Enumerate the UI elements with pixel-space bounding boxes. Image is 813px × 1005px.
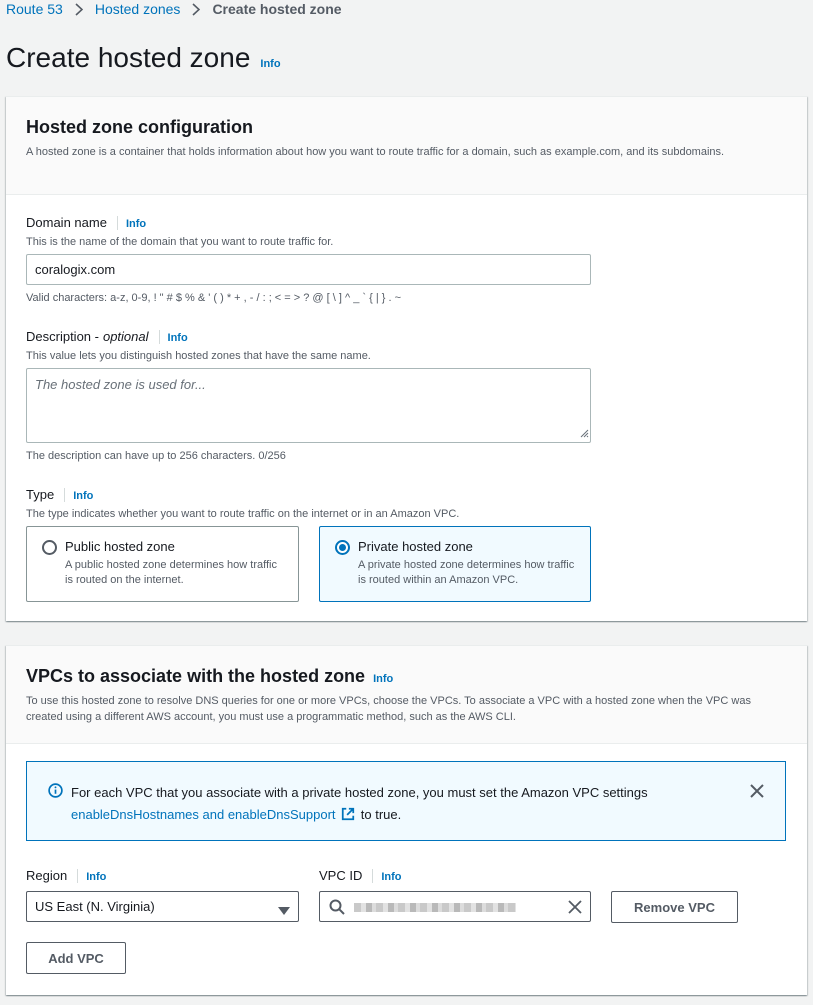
breadcrumb — [6, 1, 342, 17]
description-label-text: Description - — [26, 329, 99, 344]
vpcs-info-link[interactable]: Info — [373, 673, 394, 685]
region-info-link[interactable]: Info — [86, 871, 107, 883]
panel-header — [6, 646, 807, 744]
private-hosted-zone-option[interactable] — [319, 526, 591, 602]
type-description: The type indicates whether you want to route traffic on the internet or in an Amazon VPC. — [26, 508, 460, 520]
panel-description: A hosted zone is a container that holds information about how you want to route traffic for a domain, such as example.com, and its subdomains. — [26, 146, 725, 158]
region-value: US East (N. Virginia) — [35, 899, 155, 914]
breadcrumb-route53[interactable]: Route 53 — [6, 1, 63, 17]
breadcrumb-hosted-zones[interactable]: Hosted zones — [94, 1, 181, 17]
panel-header — [6, 97, 807, 195]
panel-title — [26, 666, 787, 687]
public-hosted-zone-option[interactable] — [26, 526, 299, 602]
public-zone-description: A public hosted zone determines how traffic is routed on the internet. — [65, 559, 277, 586]
vpcs-panel — [6, 645, 807, 995]
page-header — [6, 42, 281, 74]
page-info-link[interactable]: Info — [260, 58, 281, 70]
close-icon[interactable] — [568, 900, 582, 917]
panel-title: Hosted zone configuration — [26, 117, 253, 137]
description-placeholder: The hosted zone is used for... — [35, 377, 206, 392]
breadcrumb-current: Create hosted zone — [212, 1, 342, 17]
page-title: Create hosted zone — [6, 42, 251, 73]
description-field-description: This value lets you distinguish hosted zones that have the same name. — [26, 350, 371, 362]
vpcs-title: VPCs to associate with the hosted zone — [26, 666, 366, 686]
vpc-id-info-link[interactable]: Info — [381, 871, 402, 883]
public-zone-title: Public hosted zone — [65, 539, 175, 554]
divider — [64, 488, 65, 502]
vpc-id-search-input[interactable] — [319, 891, 591, 922]
domain-name-info-link[interactable]: Info — [125, 218, 147, 230]
type-label — [26, 487, 93, 502]
chevron-right-icon — [192, 3, 200, 16]
external-link-icon[interactable] — [341, 806, 355, 828]
region-label — [26, 868, 106, 883]
alert-suffix: to true. — [360, 807, 402, 822]
domain-name-description: This is the name of the domain that you want to route traffic for. — [26, 236, 334, 248]
add-vpc-button[interactable]: Add VPC — [26, 942, 126, 974]
type-info-link[interactable]: Info — [73, 490, 94, 502]
divider — [117, 216, 118, 230]
description-textarea[interactable] — [26, 368, 591, 443]
description-optional-text: optional — [102, 329, 149, 344]
alert-link[interactable]: enableDnsHostnames and enableDnsSupport — [71, 807, 336, 822]
divider — [159, 330, 160, 344]
alert-text: For each VPC that you associate with a private hosted zone, you must set the Amazon VPC settings — [71, 785, 648, 800]
domain-name-label-text: Domain name — [26, 215, 107, 230]
private-zone-radio[interactable] — [335, 540, 350, 555]
description-info-link[interactable]: Info — [167, 332, 188, 344]
domain-name-input[interactable] — [26, 254, 591, 285]
hosted-zone-configuration-panel — [6, 96, 807, 621]
resize-handle-icon[interactable] — [579, 426, 589, 441]
divider — [372, 869, 373, 883]
search-icon — [329, 899, 345, 918]
domain-name-value: coralogix.com — [35, 262, 116, 277]
redacted-vpc-id — [354, 903, 516, 912]
private-zone-title: Private hosted zone — [358, 539, 473, 554]
region-select[interactable] — [26, 891, 299, 922]
caret-down-icon — [278, 903, 290, 918]
close-icon[interactable] — [750, 784, 764, 801]
domain-name-label — [26, 215, 146, 230]
divider — [77, 869, 78, 883]
private-zone-description: A private hosted zone determines how traffic is routed within an Amazon VPC. — [358, 559, 575, 586]
type-label-text: Type — [26, 487, 55, 502]
info-circle-icon — [48, 783, 63, 801]
description-constraint: The description can have up to 256 characters. 0/256 — [26, 450, 286, 462]
vpcs-description: To use this hosted zone to resolve DNS queries for one or more VPCs, choose the VPCs. To associate a VPC with a hosted zone when the VPC was created using a different AWS account, you must use a programmatic method, such as the AWS CLI. — [26, 695, 751, 723]
domain-name-constraint: Valid characters: a-z, 0-9, ! " # $ % & ' ( ) * + , - / : ; < = > ? @ [ \ ] ^ _ ` { | } . ~ — [26, 292, 401, 304]
info-alert — [26, 761, 786, 841]
public-zone-radio[interactable] — [42, 540, 57, 555]
remove-vpc-button[interactable]: Remove VPC — [611, 891, 738, 923]
chevron-right-icon — [75, 3, 83, 16]
description-label — [26, 329, 188, 344]
vpc-id-label — [319, 868, 402, 883]
vpc-id-label-text: VPC ID — [319, 868, 363, 883]
region-label-text: Region — [26, 868, 68, 883]
alert-message — [71, 782, 711, 828]
